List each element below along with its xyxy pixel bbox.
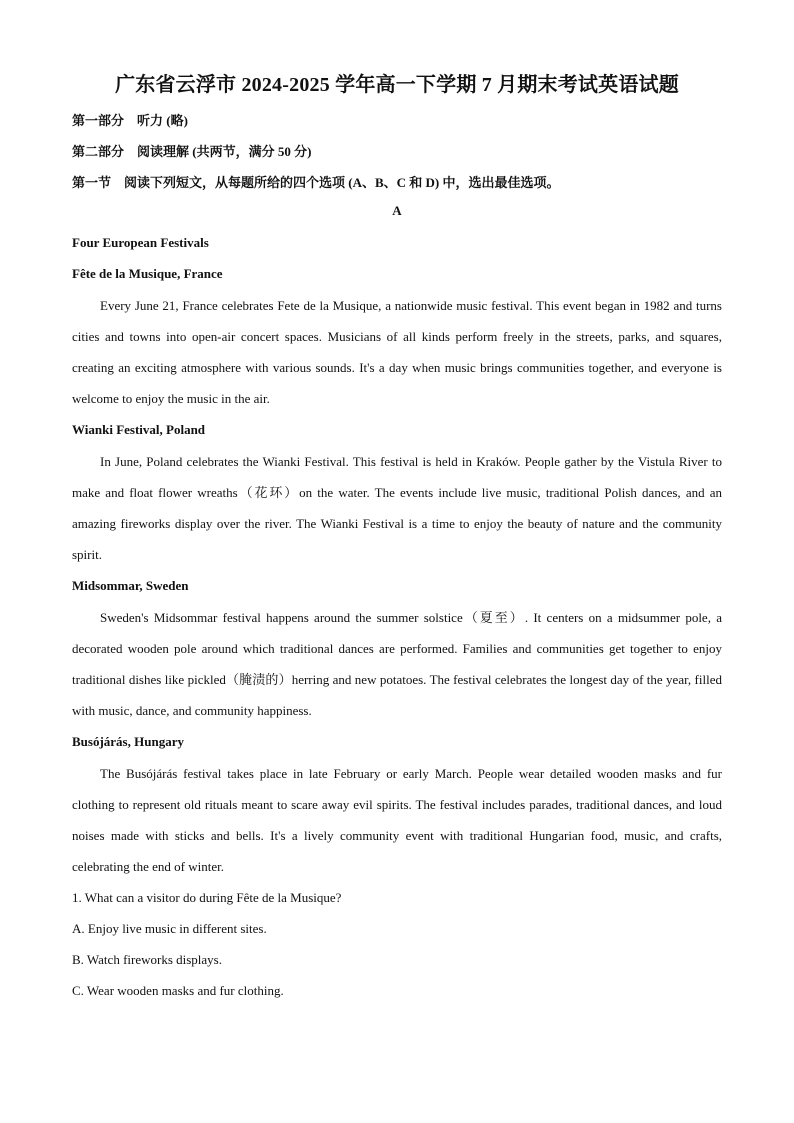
question-stem: 1. What can a visitor do during Fête de la Musique? xyxy=(72,890,342,905)
section-one-instructions: 第一节 阅读下列短文，从每题所给的四个选项 (A、B、C 和 D) 中，选出最佳选项。 xyxy=(72,175,560,190)
festival-heading: Midsommar, Sweden xyxy=(72,578,189,593)
festival-heading: Busójárás, Hungary xyxy=(72,734,184,749)
festival-paragraph: The Busójárás festival takes place in late February or early March. People wear detailed wooden masks and fur clothing to represent old rituals meant to scare away evil spirits. The festival includes parades, traditional dances, and loud noises made with sticks and bells. It's a lively community event with traditional Hungarian food, music, and crafts, celebrating the end of winter. xyxy=(72,766,722,874)
part-two-heading: 第二部分 阅读理解 (共两节，满分 50 分) xyxy=(72,144,312,159)
festival-paragraph: In June, Poland celebrates the Wianki Festival. This festival is held in Kraków. People gather by the Vistula River to make and float flower wreaths（花环）on the water. The events include live music, traditional Polish dances, and an amazing fireworks display over the river. The Wianki Festival is a time to enjoy the beauty of nature and the community spirit. xyxy=(72,454,722,562)
exam-title: 广东省云浮市 2024-2025 学年高一下学期 7 月期末考试英语试题 xyxy=(115,74,679,96)
passage-title: Four European Festivals xyxy=(72,235,209,250)
part-one-heading: 第一部分 听力 (略) xyxy=(72,113,188,128)
festival-paragraph: Every June 21, France celebrates Fete de la Musique, a nationwide music festival. This event began in 1982 and turns cities and towns into open-air concert spaces. Musicians of all kinds perform freely in the streets, parks, and squares, creating an exciting atmosphere with various sounds. It's a day when music brings communities together, and everyone is welcome to enjoy the music in the air. xyxy=(72,298,722,406)
festival-heading: Wianki Festival, Poland xyxy=(72,422,206,437)
answer-option: C. Wear wooden masks and fur clothing. xyxy=(72,983,284,998)
festival-heading: Fête de la Musique, France xyxy=(72,266,223,281)
festival-paragraph: Sweden's Midsommar festival happens around the summer solstice（夏至）. It centers on a midsummer pole, a decorated wooden pole around which traditional dances are performed. Families and communities get together to enjoy traditional dishes like pickled（腌渍的）herring and new potatoes. The festival celebrates the longest day of the year, filled with music, dance, and community happiness. xyxy=(72,610,722,718)
answer-option: B. Watch fireworks displays. xyxy=(72,952,222,967)
passage-label: A xyxy=(392,203,402,218)
answer-option: A. Enjoy live music in different sites. xyxy=(72,921,267,936)
